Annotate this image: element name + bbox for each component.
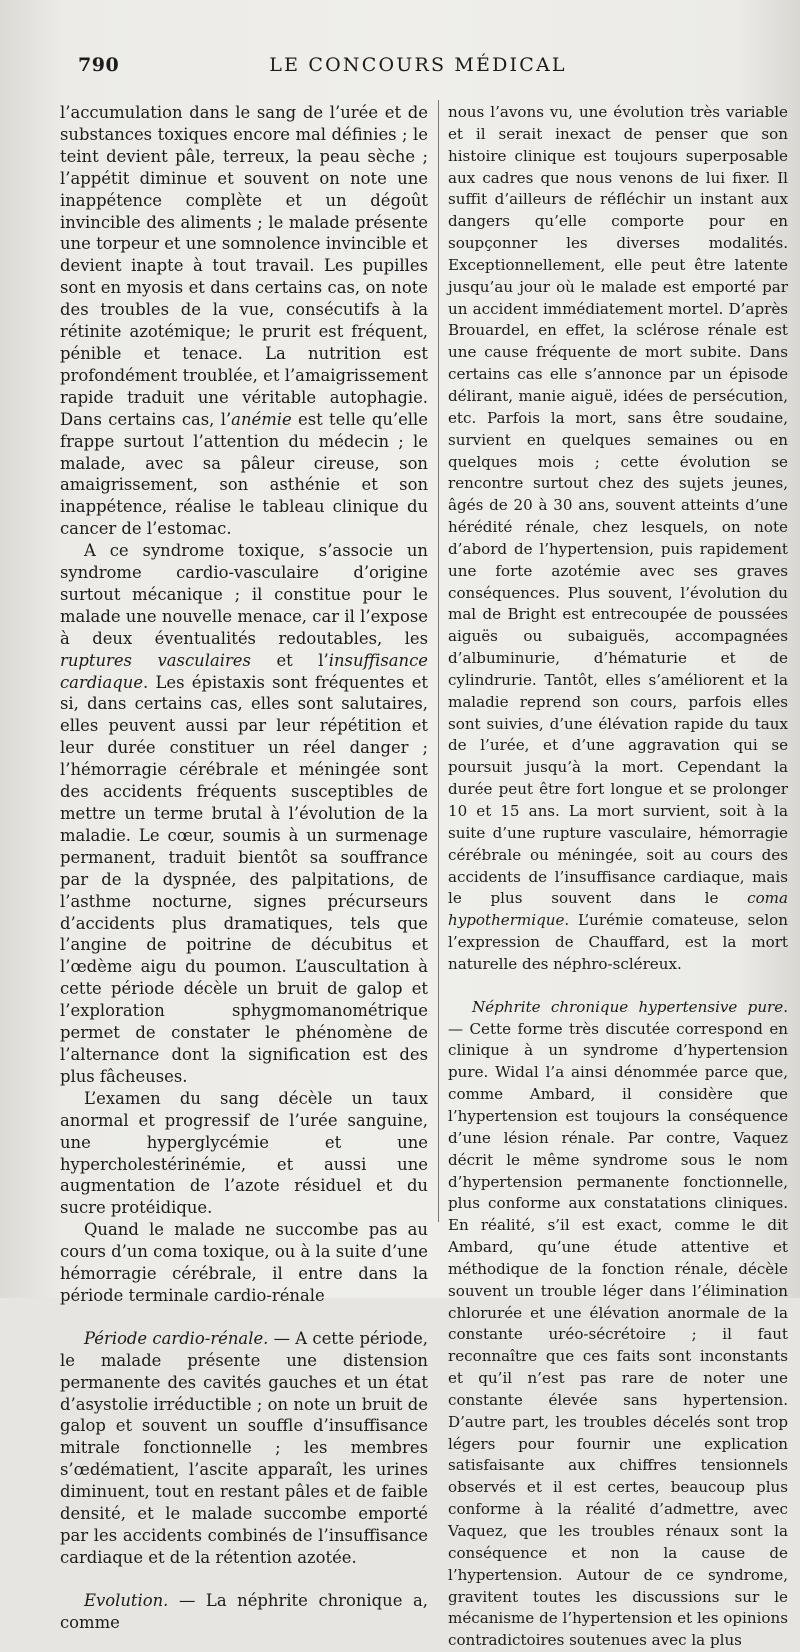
page-number: 790 [78, 54, 120, 76]
left-paragraph-3: L’examen du sang décèle un taux anormal et progressif de l’urée sanguine, une hyperglycémie et une hypercholestérinémie, et aussi une augmentation de l’azote résiduel et du sucre protéidique. [60, 1088, 428, 1218]
section-heading: Néphrite chronique hypertensive pure. [472, 997, 788, 1016]
column-divider [438, 100, 439, 1222]
section-heading: Période cardio-rénale. [84, 1328, 269, 1348]
section-heading: Evolution. [84, 1590, 169, 1610]
section-evolution: Evolution. — La néphrite chronique a, comme [60, 1590, 428, 1632]
left-paragraph-2: A ce syndrome toxique, s’associe un syndrome cardio-vasculaire d’origine surtout mécanique ; il constitue pour le malade une nouvelle menace, car il l’expose à deux éventualités redoutables, les ruptures vasculaires et l’insuffisance cardiaque. Les épistaxis sont fréquentes et si, dans certains cas, elles sont salutaires, elles peuvent aussi par leur répétition et leur durée constituer un réel danger ; l’hémorragie cérébrale et méningée sont des accidents fréquents susceptibles de mettre un terme brutal à l’évolution de la maladie. Le cœur, soumis à un surmenage permanent, traduit bientôt sa souffrance par de la dyspnée, des palpitations, de l’asthme nocturne, signes précurseurs d’accidents plus dramatiques, tels que l’angine de poitrine de décubitus et l’œdème aigu du poumon. L’auscultation à cette période décèle un bruit de galop et l’exploration sphygmomanométrique permet de constater le phénomène de l’alternance dont la signification est des plus fâcheuses. [60, 541, 428, 1086]
right-column [448, 102, 788, 1652]
running-header [78, 52, 758, 84]
left-paragraph-1: l’accumulation dans le sang de l’urée et de substances toxiques encore mal définies ; le teint devient pâle, terreux, la peau sèche ; l’appétit diminue et souvent on note une inappétence complète et un dégoût invincible des aliments ; le malade présente une torpeur et une somnolence invincible et devient inapte à tout travail. Les pupilles sont en myosis et dans certains cas, on note des troubles de la vue, consécutifs à la rétinite azotémique; le prurit est fréquent, pénible et tenace. La nutrition est profondément troublée, et l’amaigrissement rapide traduit une véritable autophagie. Dans certains cas, l’anémie est telle qu’elle frappe surtout l’attention du médecin ; le malade, avec sa pâleur cireuse, son amaigrissement, son asthénie et son inappétence, réalise le tableau clinique du cancer de l’estomac. [60, 103, 428, 539]
left-paragraph-4: Quand le malade ne succombe pas au cours d’un coma toxique, ou à la suite d’une hémorragie cérébrale, il entre dans la période terminale cardio-rénale [60, 1220, 428, 1305]
left-column [60, 102, 428, 1634]
right-paragraph-1: nous l’avons vu, une évolution très variable et il serait inexact de penser que son histoire clinique est toujours superposable aux cadres que nous venons de lui fixer. Il suffit d’ailleurs de réfléchir un instant aux dangers qu’elle comporte pour en soupçonner les diverses modalités. Exceptionnellement, elle peut être latente jusqu’au jour où le malade est emporté par un accident immédiatement mortel. D’après Brouardel, en effet, la sclérose rénale est une cause fréquente de mort subite. Dans certains cas elle s’annonce par un épisode délirant, manie aiguë, idées de persécution, etc. Parfois la mort, sans être soudaine, survient en quelques semaines ou en quelques mois ; cette évolution se rencontre surtout chez des sujets jeunes, âgés de 20 à 30 ans, souvent atteints d’une hérédité rénale, chez lesquels, on note d’abord de l’hypertension, puis rapidement une forte azotémie avec ses graves conséquences. Plus souvent, l’évolution du mal de Bright est entrecoupée de poussées aiguës ou subaiguës, accompagnées d’albuminurie, d’hématurie et de cylindrurie. Tantôt, elles s’améliorent et la maladie reprend son cours, parfois elles sont suivies, d’une élévation rapide du taux de l’urée, et d’une aggravation qui se poursuit jusqu’à la mort. Cependant la durée peut être fort longue et se prolonger 10 et 15 ans. La mort survient, soit à la suite d’une rupture vasculaire, hémorragie cérébrale ou méningée, soit au cours des accidents de l’insuffisance cardiaque, mais le plus souvent dans le coma hypothermique. L’urémie comateuse, selon l’expression de Chauffard, est la mort naturelle des néphro-scléreux. [448, 103, 788, 973]
journal-title: LE CONCOURS MÉDICAL [269, 54, 567, 76]
section-nephrite-hypertensive: Néphrite chronique hypertensive pure. — Cette forme très discutée correspond en clinique à un syndrome d’hypertension pure. Widal l’a ainsi dénommée parce que, comme Ambard, il considère que l’hypertension est toujours la conséquence d’une lésion rénale. Par contre, Vaquez décrit le même syndrome sous le nom d’hypertension permanente fonctionnelle, plus conforme aux constatations cliniques. En réalité, s’il est exact, comme le dit Ambard, qu’une étude attentive et méthodique de la fonction rénale, décèle souvent un trouble léger dans l’élimination chlorurée et une élévation anormale de la constante uréo-sécrétoire ; il faut reconnaître que ces faits sont inconstants et qu’il n’est pas rare de noter une constante élevée sans hypertension. D’autre part, les troubles décelés sont trop légers pour fournir une explication satisfaisante aux chiffres tensionnels observés et il est certes, beaucoup plus conforme à la réalité d’admettre, avec Vaquez, que les troubles rénaux sont la conséquence et non la cause de l’hypertension. Autour de ce syndrome, gravitent toutes les discussions sur le mécanisme de l’hypertension et les opinions contradictoires soutenues avec la plus [448, 997, 788, 1650]
section-periode-cardio-renale: Période cardio-rénale. — A cette période, le malade présente une distension permanente des cavités gauches et un état d’asystolie irréductible ; on note un bruit de galop et souvent un souffle d’insuffisance mitrale fonctionnelle ; les membres s’œdématient, l’ascite apparaît, les urines diminuent, tout en restant pâles et de faible densité, et le malade succombe emporté par les accidents combinés de l’insuffisance cardiaque et de la rétention azotée. [60, 1328, 428, 1567]
